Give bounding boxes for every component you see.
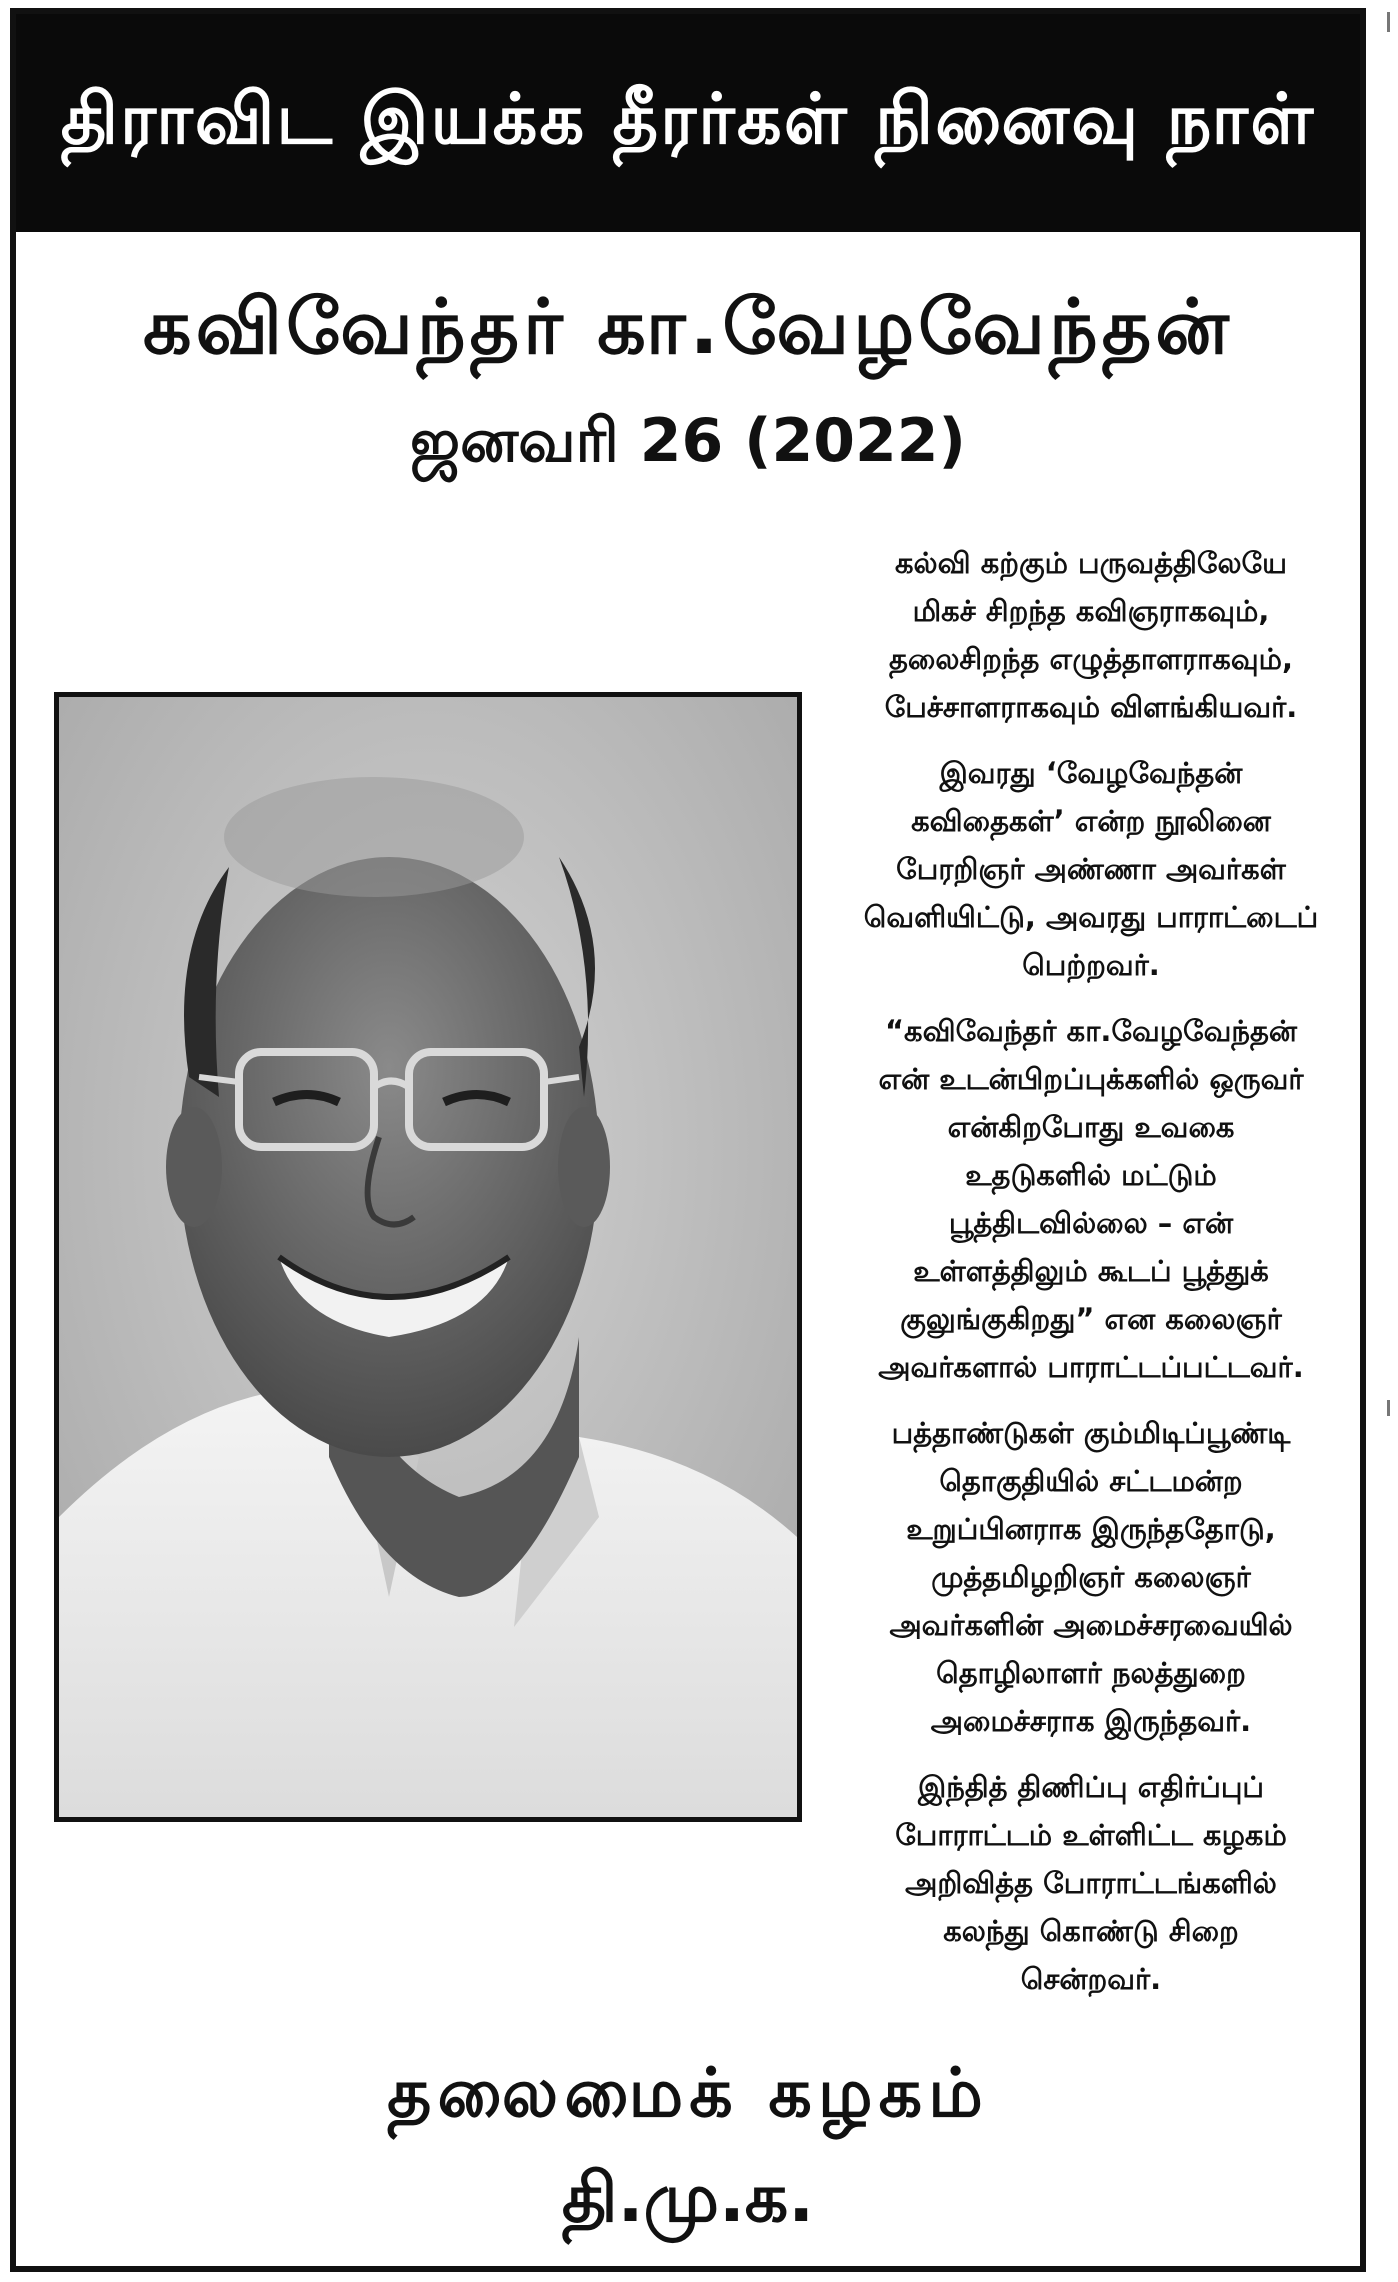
bio-paragraph: இந்தித் திணிப்பு எதிர்ப்புப் போராட்டம் உள்ளிட்ட கழகம் அறிவித்த போராட்டங்களில் கலந்து கொண்டு சிறை சென்றவர். xyxy=(895,1770,1287,1996)
edge-mark xyxy=(1387,12,1390,32)
biography xyxy=(816,539,1366,2021)
memorial-date: ஜனவரி 26 (2022) xyxy=(410,406,966,476)
footer-org: தலைமைக் கழகம் xyxy=(387,2054,989,2133)
person-name: கவிவேந்தர் கா.வேழவேந்தன் xyxy=(143,282,1233,371)
banner xyxy=(16,14,1360,232)
bio-paragraph: கல்வி கற்கும் பருவத்திலேயே மிகச் சிறந்த கவிஞராகவும், தலைசிறந்த எழுத்தாளராகவும், பேச்சாளராகவும் விளங்கியவர். xyxy=(884,546,1298,724)
footer-party: தி.மு.க. xyxy=(561,2159,815,2238)
portrait-photo xyxy=(54,692,802,1822)
bio-paragraph: “கவிவேந்தர் கா.வேழவேந்தன் என் உடன்பிறப்புக்களில் ஒருவர் என்கிறபோது உவகை உதடுகளில் மட்டும் பூத்திடவில்லை – என் உள்ளத்திலும் கூடப் பூத்துக் குலுங்குகிறது” என கலைஞர் அவர்களால் பாராட்டப்பட்டவர். xyxy=(878,1014,1304,1384)
bio-paragraph: பத்தாண்டுகள் கும்மிடிப்பூண்டி தொகுதியில் சட்டமன்ற உறுப்பினராக இருந்ததோடு, முத்தமிழறிஞர் கலைஞர் அவர்களின் அமைச்சரவையில் தொழிலாளர் நலத்துறை அமைச்சராக இருந்தவர். xyxy=(889,1416,1293,1738)
notice-frame xyxy=(10,8,1366,2272)
bio-paragraph: இவரது ‘வேழவேந்தன் கவிதைகள்’ என்ற நூலினை பேரறிஞர் அண்ணா அவர்கள் வெளியிட்டு, அவரது பாராட்டைப் பெற்றவர். xyxy=(863,756,1319,982)
banner-title: திராவிட இயக்க தீரர்கள் நினைவு நாள் xyxy=(60,77,1316,160)
edge-mark xyxy=(1387,1400,1390,1416)
